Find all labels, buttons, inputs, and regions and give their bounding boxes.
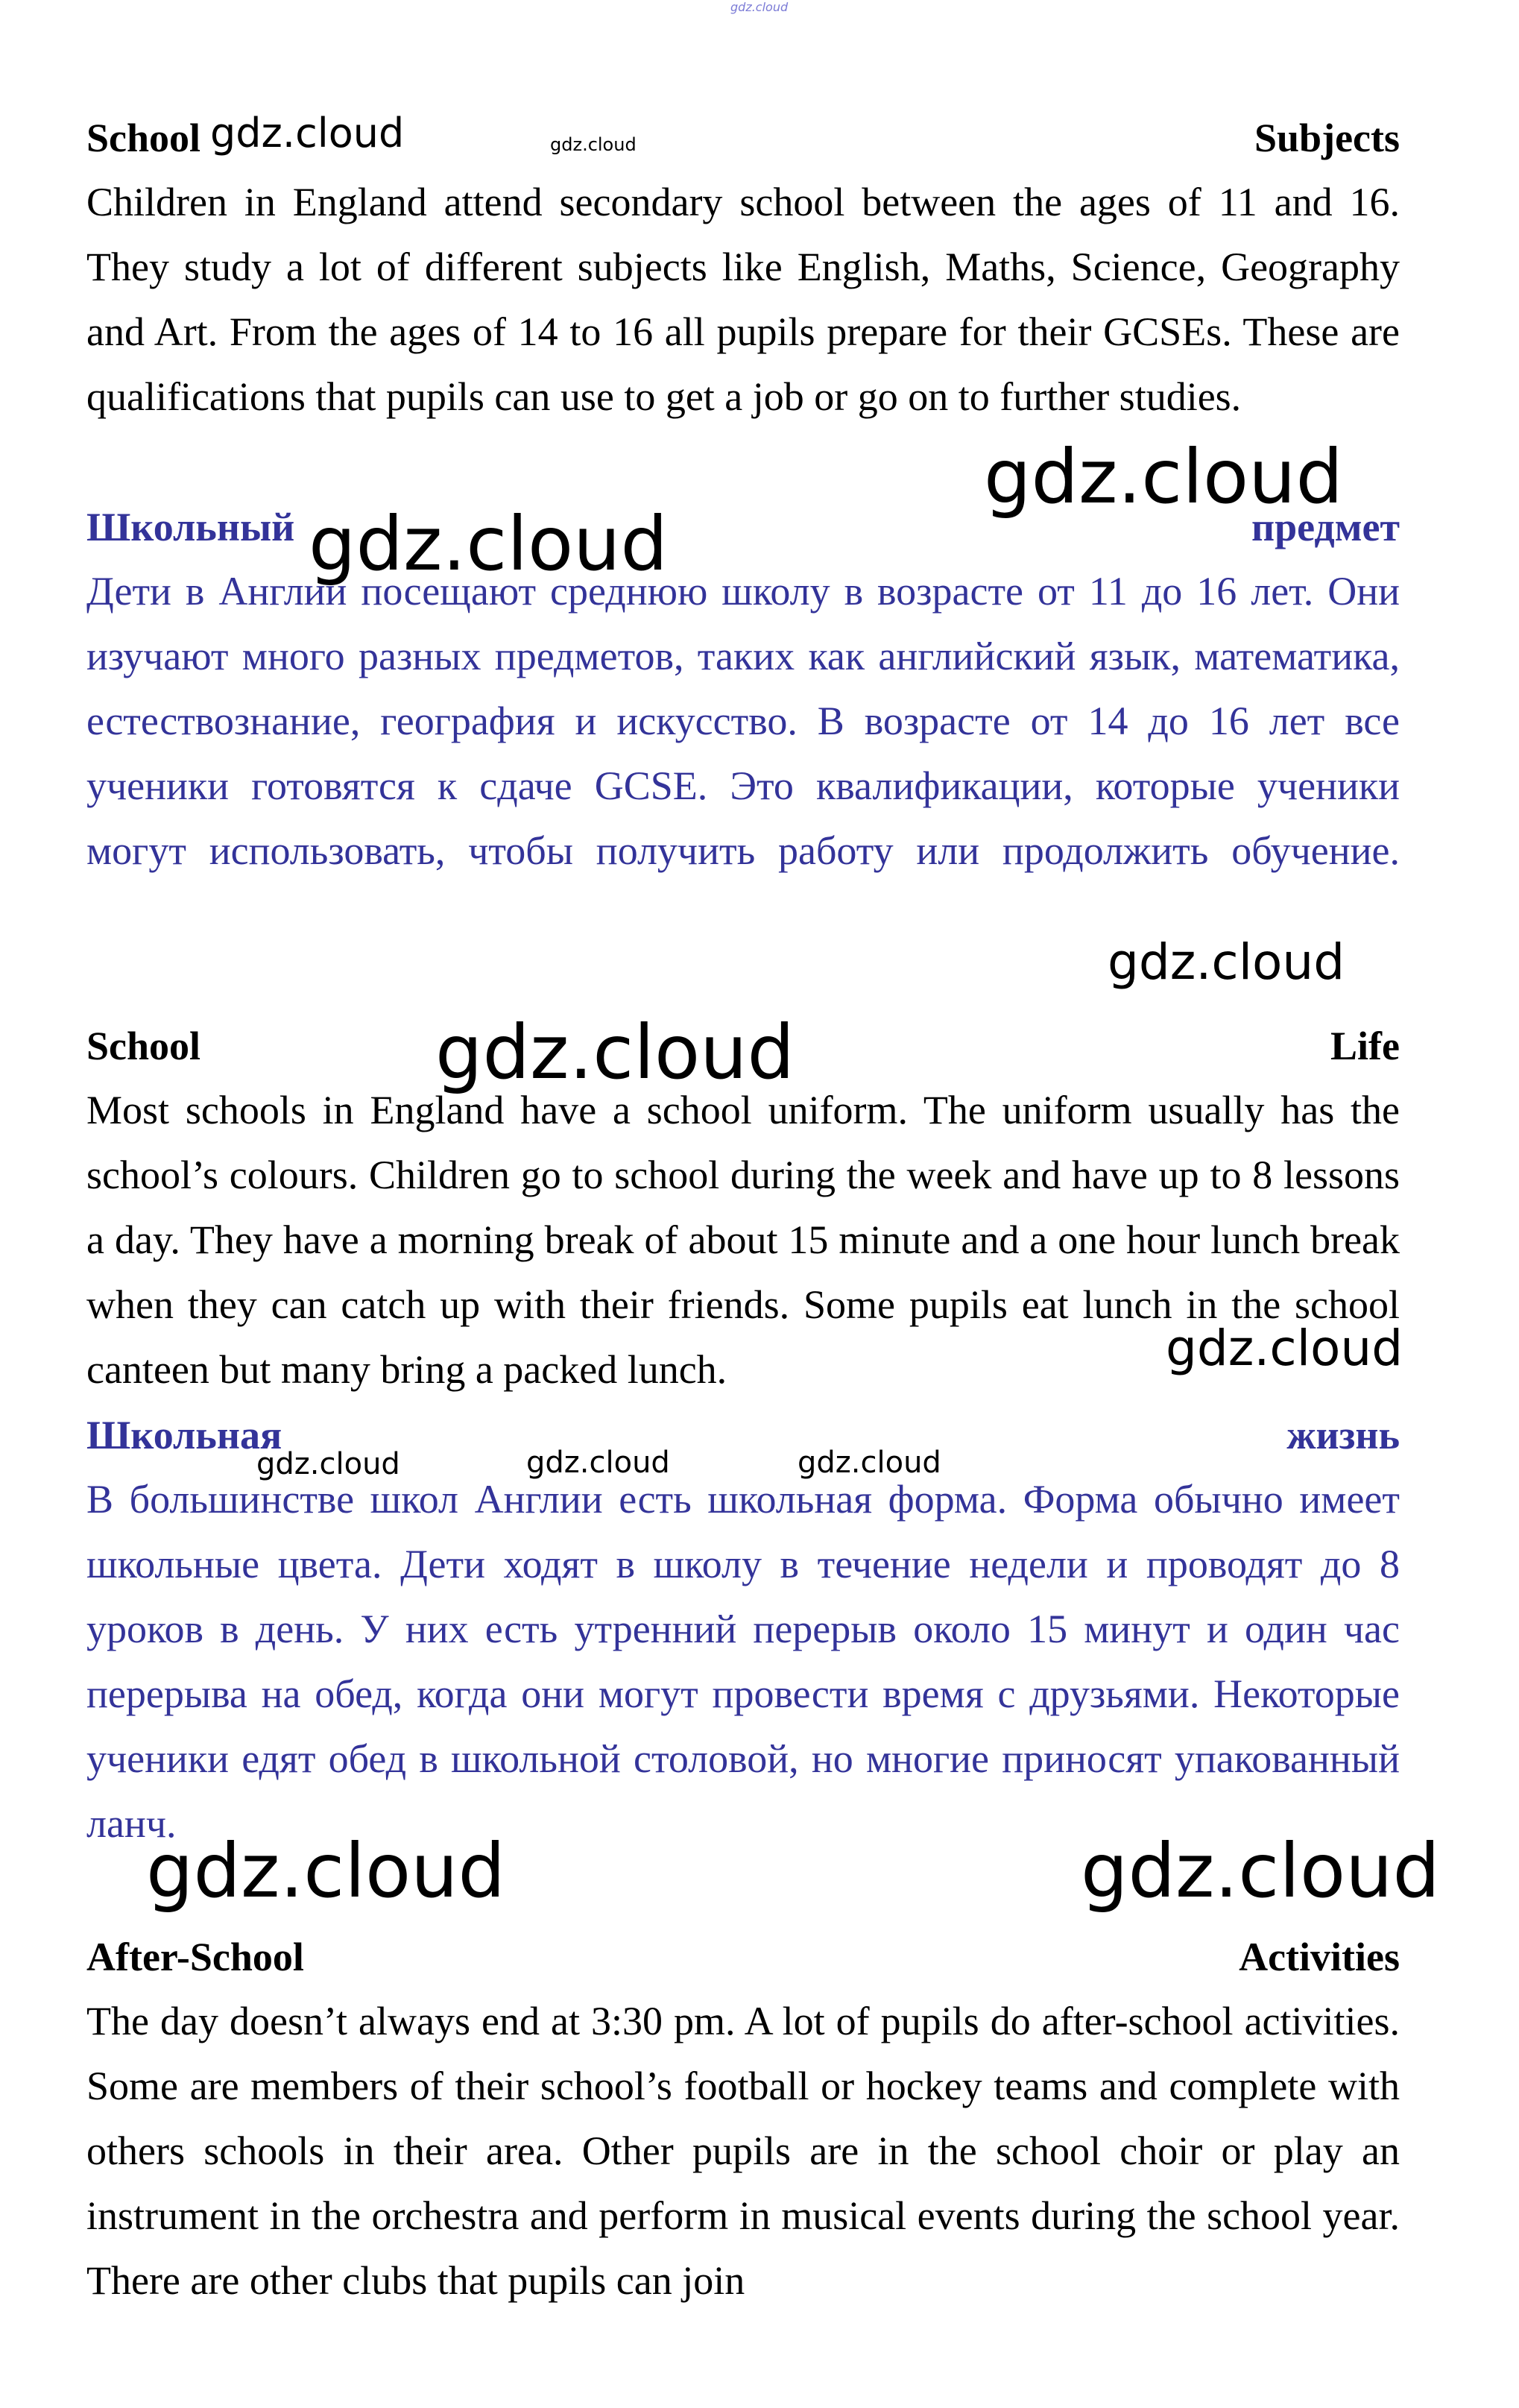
paragraph-school-life-en: Most schools in England have a school uniform. The uniform usually has the school’s colours. Children go to school during the week and have up to 8 lessons a day. They have a morning break of about 15 minute and a one hour lunch break when they can catch up with their friends. Some pupils eat lunch in the school canteen but many bring a packed lunch. xyxy=(86,1088,1400,1392)
paragraph-school-life-ru: В большинстве школ Англии есть школьная форма. Форма обычно имеет школьные цвета. Дети ходят в школу в течение недели и проводят до 8 уроков в день. У них есть утренний перерыв около 15 минут и один час перерыва на обед, когда они могут провести время с друзьями. Некоторые ученики едят обед в школьной столовой, но многие приносят упакованный ланч. xyxy=(86,1477,1400,1846)
heading-right-word: Subjects xyxy=(1254,116,1400,160)
heading-right-word: жизнь xyxy=(1286,1413,1400,1457)
watermark: gdz.cloud xyxy=(1108,933,1345,991)
watermark: gdz.cloud xyxy=(146,1827,506,1914)
heading-right-word: Activities xyxy=(1239,1935,1400,1979)
paragraph-school-subjects-ru: Дети в Англии посещают среднюю школу в возрасте от 11 до 16 лет. Они изучают много разных предметов, таких как английский язык, математика, естествознание, география и искусство. В возрасте от 14 до 16 лет все ученики готовятся к сдаче GCSE. Это квалификации, которые ученики могут использовать, чтобы получить работу или продолжить обучение. xyxy=(86,569,1400,873)
watermark: gdz.cloud xyxy=(798,1446,941,1480)
section-heading-after-school-activities xyxy=(86,1931,1400,1983)
watermark: gdz.cloud xyxy=(526,1446,670,1480)
paragraph-after-school-en: The day doesn’t always end at 3:30 pm. A lot of pupils do after-school activities. Some are members of their school’s football or hockey teams and complete with others schools in their area. Other pupils are in the school choir or play an instrument in the orchestra and perform in musical events during the school year. There are other clubs that pupils can join xyxy=(86,1999,1400,2303)
heading-right-word: предмет xyxy=(1251,505,1400,549)
heading-left-word: School xyxy=(86,116,201,160)
header-watermark: gdz.cloud xyxy=(730,0,789,14)
heading-left-word: Школьная xyxy=(86,1413,282,1457)
watermark: gdz.cloud xyxy=(435,1009,795,1096)
watermark: gdz.cloud xyxy=(550,134,637,155)
heading-right-word: Life xyxy=(1330,1024,1400,1068)
paragraph-school-subjects-en: Children in England attend secondary school between the ages of 11 and 16. They study a lot of different subjects like English, Maths, Science, Geography and Art. From the ages of 14 to 16 all pupils prepare for their GCSEs. These are qualifications that pupils can use to get a job or go on to further studies. xyxy=(86,180,1400,419)
watermark: gdz.cloud xyxy=(210,110,405,157)
watermark: gdz.cloud xyxy=(1081,1827,1441,1914)
heading-left-word: After-School xyxy=(86,1935,304,1979)
watermark: gdz.cloud xyxy=(309,500,669,587)
watermark: gdz.cloud xyxy=(1166,1320,1403,1377)
heading-left-word: Школьный xyxy=(86,505,295,549)
watermark: gdz.cloud xyxy=(256,1447,400,1481)
heading-left-word: School xyxy=(86,1024,201,1068)
watermark: gdz.cloud xyxy=(984,433,1344,520)
